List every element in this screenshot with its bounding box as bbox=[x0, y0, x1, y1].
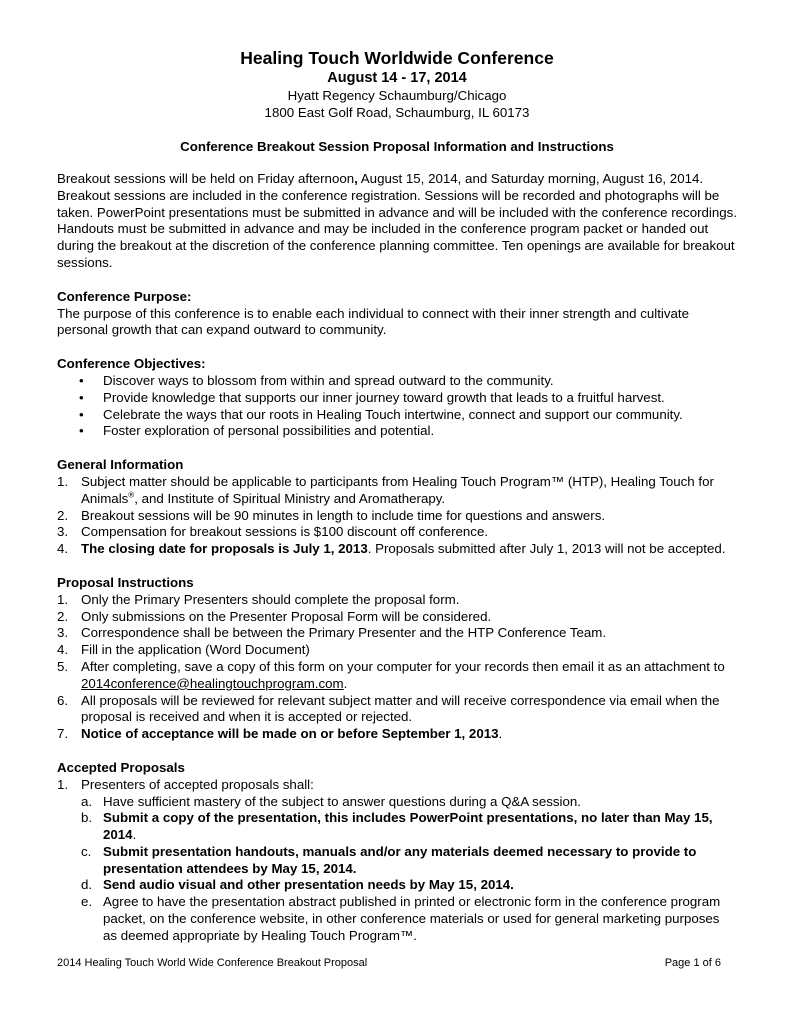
proposal-instructions-heading: Proposal Instructions bbox=[57, 574, 194, 590]
accepted-item bbox=[57, 776, 737, 945]
accepted-subitem bbox=[81, 810, 737, 844]
document-title: Healing Touch Worldwide Conference bbox=[240, 48, 554, 68]
sublist-marker: d. bbox=[81, 877, 93, 893]
document-subtitle: Conference Breakout Session Proposal Information and Instructions bbox=[180, 139, 614, 154]
accepted-subitem bbox=[81, 894, 737, 944]
intro-paragraph bbox=[57, 171, 737, 272]
proposal-item bbox=[57, 726, 737, 743]
accepted-item-1-text: Presenters of accepted proposals shall: bbox=[81, 776, 314, 792]
objective-item: • Foster exploration of personal possibilities and potential. bbox=[103, 423, 737, 440]
list-marker: 4. bbox=[57, 541, 69, 557]
proposal-item-6-text: All proposals will be reviewed for relevant subject matter and will receive correspondence via email when the proposal is received and when it is accepted or rejected. bbox=[81, 692, 720, 725]
proposal-instructions-list bbox=[57, 592, 737, 743]
conference-venue: Hyatt Regency Schaumburg/Chicago bbox=[287, 88, 507, 103]
proposal-item-2-text: Only submissions on the Presenter Proposal Form will be considered. bbox=[81, 608, 492, 624]
list-marker: 1. bbox=[57, 473, 69, 489]
proposal-item bbox=[57, 658, 737, 693]
subitem-d-text: Send audio visual and other presentation needs by May 15, 2014. bbox=[103, 877, 514, 893]
general-item-3-text: Compensation for breakout sessions is $100 discount off conference. bbox=[81, 524, 489, 540]
intro-text-rest: August 15, 2014, and Saturday morning, August 16, 2014. Breakout sessions are included in the conference registration. Sessions will be recorded and photographs will be taken. PowerPoint presentations must be submitted in advance and will be included with the conference recordings. Handouts must be submitted in advance and may be included in the conference program packet or handed out during the breakout at the discretion of the conference planning committee. Ten openings are available for breakout sessions. bbox=[57, 171, 738, 270]
proposal-item-4-text: Fill in the application (Word Document) bbox=[81, 642, 310, 658]
list-marker: 6. bbox=[57, 692, 69, 708]
accepted-subitem bbox=[81, 793, 737, 811]
page-content bbox=[57, 48, 737, 945]
sublist-marker: c. bbox=[81, 843, 92, 859]
objective-item: • Discover ways to blossom from within and spread outward to the community. bbox=[103, 373, 737, 390]
accepted-subitem bbox=[81, 877, 737, 894]
general-item-1-text: Subject matter should be applicable to participants from Healing Touch Program™ (HTP), Healing Touch for Animals bbox=[81, 473, 714, 506]
subitem-b-text: Submit a copy of the presentation, this includes PowerPoint presentations, no later than May 15, 2014 bbox=[103, 810, 713, 843]
general-info-item bbox=[57, 507, 737, 525]
document-header bbox=[57, 48, 737, 155]
list-marker: 7. bbox=[57, 726, 69, 742]
proposal-item-7-text-end: . bbox=[498, 726, 503, 742]
objectives-list bbox=[57, 373, 737, 440]
list-marker: 5. bbox=[57, 658, 69, 674]
proposal-item bbox=[57, 608, 737, 626]
list-marker: 3. bbox=[57, 625, 69, 641]
list-marker: 3. bbox=[57, 524, 69, 540]
closing-date-text: The closing date for proposals is July 1, 2013 bbox=[81, 541, 368, 557]
general-info-heading: General Information bbox=[57, 457, 184, 473]
sublist-marker: a. bbox=[81, 793, 93, 809]
purpose-text: The purpose of this conference is to enable each individual to connect with their inner strength and cultivate personal growth that can expand outward to community. bbox=[57, 305, 689, 338]
footer-document-title: 2014 Healing Touch World Wide Conference Breakout Proposal bbox=[57, 957, 368, 969]
accepted-proposals-heading: Accepted Proposals bbox=[57, 759, 185, 775]
conference-address: 1800 East Golf Road, Schaumburg, IL 60173 bbox=[264, 105, 530, 120]
proposal-item bbox=[57, 591, 737, 609]
accepted-sublist bbox=[81, 794, 737, 945]
sublist-marker: b. bbox=[81, 810, 93, 826]
subitem-a-text: Have sufficient mastery of the subject to answer questions during a Q&A session. bbox=[103, 793, 581, 809]
objectives-heading: Conference Objectives: bbox=[57, 356, 206, 372]
list-marker: 2. bbox=[57, 608, 69, 624]
accepted-subitem bbox=[81, 843, 737, 878]
subitem-c-text: Submit presentation handouts, manuals and/or any materials deemed necessary to provide to presentation attendees by May 15, 2014. bbox=[103, 843, 697, 876]
list-marker: 1. bbox=[57, 591, 69, 607]
list-marker: 2. bbox=[57, 507, 69, 523]
proposal-item-1-text: Only the Primary Presenters should complete the proposal form. bbox=[81, 591, 460, 607]
list-marker: 1. bbox=[57, 776, 69, 792]
subitem-e-text: Agree to have the presentation abstract published in printed or electronic form in the conference program packet, on the conference website, in other conference materials or used for general marketing purposes as deemed appropriate by Healing Touch Program™. bbox=[103, 894, 721, 943]
general-info-item bbox=[57, 524, 737, 541]
accepted-proposals-list bbox=[57, 777, 737, 945]
proposal-item-5-text: After completing, save a copy of this form on your computer for your records then email it as an attachment to bbox=[81, 658, 725, 674]
general-info-list bbox=[57, 474, 737, 558]
general-item-4-text: . Proposals submitted after July 1, 2013 will not be accepted. bbox=[367, 541, 726, 557]
general-item-1-text-end: , and Institute of Spiritual Ministry and Aromatherapy. bbox=[134, 490, 446, 506]
general-info-item bbox=[57, 541, 737, 558]
general-info-item bbox=[57, 473, 737, 508]
list-marker: 4. bbox=[57, 642, 69, 658]
proposal-item bbox=[57, 692, 737, 727]
proposal-item bbox=[57, 642, 737, 659]
objective-item: • Celebrate the ways that our roots in Healing Touch intertwine, connect and support our community. bbox=[103, 407, 737, 424]
intro-comma: , bbox=[354, 171, 358, 186]
subitem-b-text-end: . bbox=[132, 827, 137, 843]
objective-item: • Provide knowledge that supports our inner journey toward growth that leads to a fruitful harvest. bbox=[103, 390, 737, 407]
registered-mark: ® bbox=[128, 490, 135, 500]
general-item-2-text: Breakout sessions will be 90 minutes in length to include time for questions and answers. bbox=[81, 507, 606, 523]
sublist-marker: e. bbox=[81, 894, 93, 910]
intro-text-start: Breakout sessions will be held on Friday afternoon bbox=[57, 171, 355, 186]
acceptance-notice-text: Notice of acceptance will be made on or before September 1, 2013 bbox=[81, 726, 499, 742]
proposal-item bbox=[57, 625, 737, 642]
proposal-item-5-text-end: . bbox=[343, 675, 348, 691]
proposal-item-3-text: Correspondence shall be between the Primary Presenter and the HTP Conference Team. bbox=[81, 625, 607, 641]
page-number: Page 1 of 6 bbox=[664, 957, 721, 969]
conference-dates: August 14 - 17, 2014 bbox=[327, 70, 467, 86]
conference-email-link[interactable]: 2014conference@healingtouchprogram.com bbox=[81, 675, 344, 691]
purpose-heading: Conference Purpose: bbox=[57, 288, 192, 304]
